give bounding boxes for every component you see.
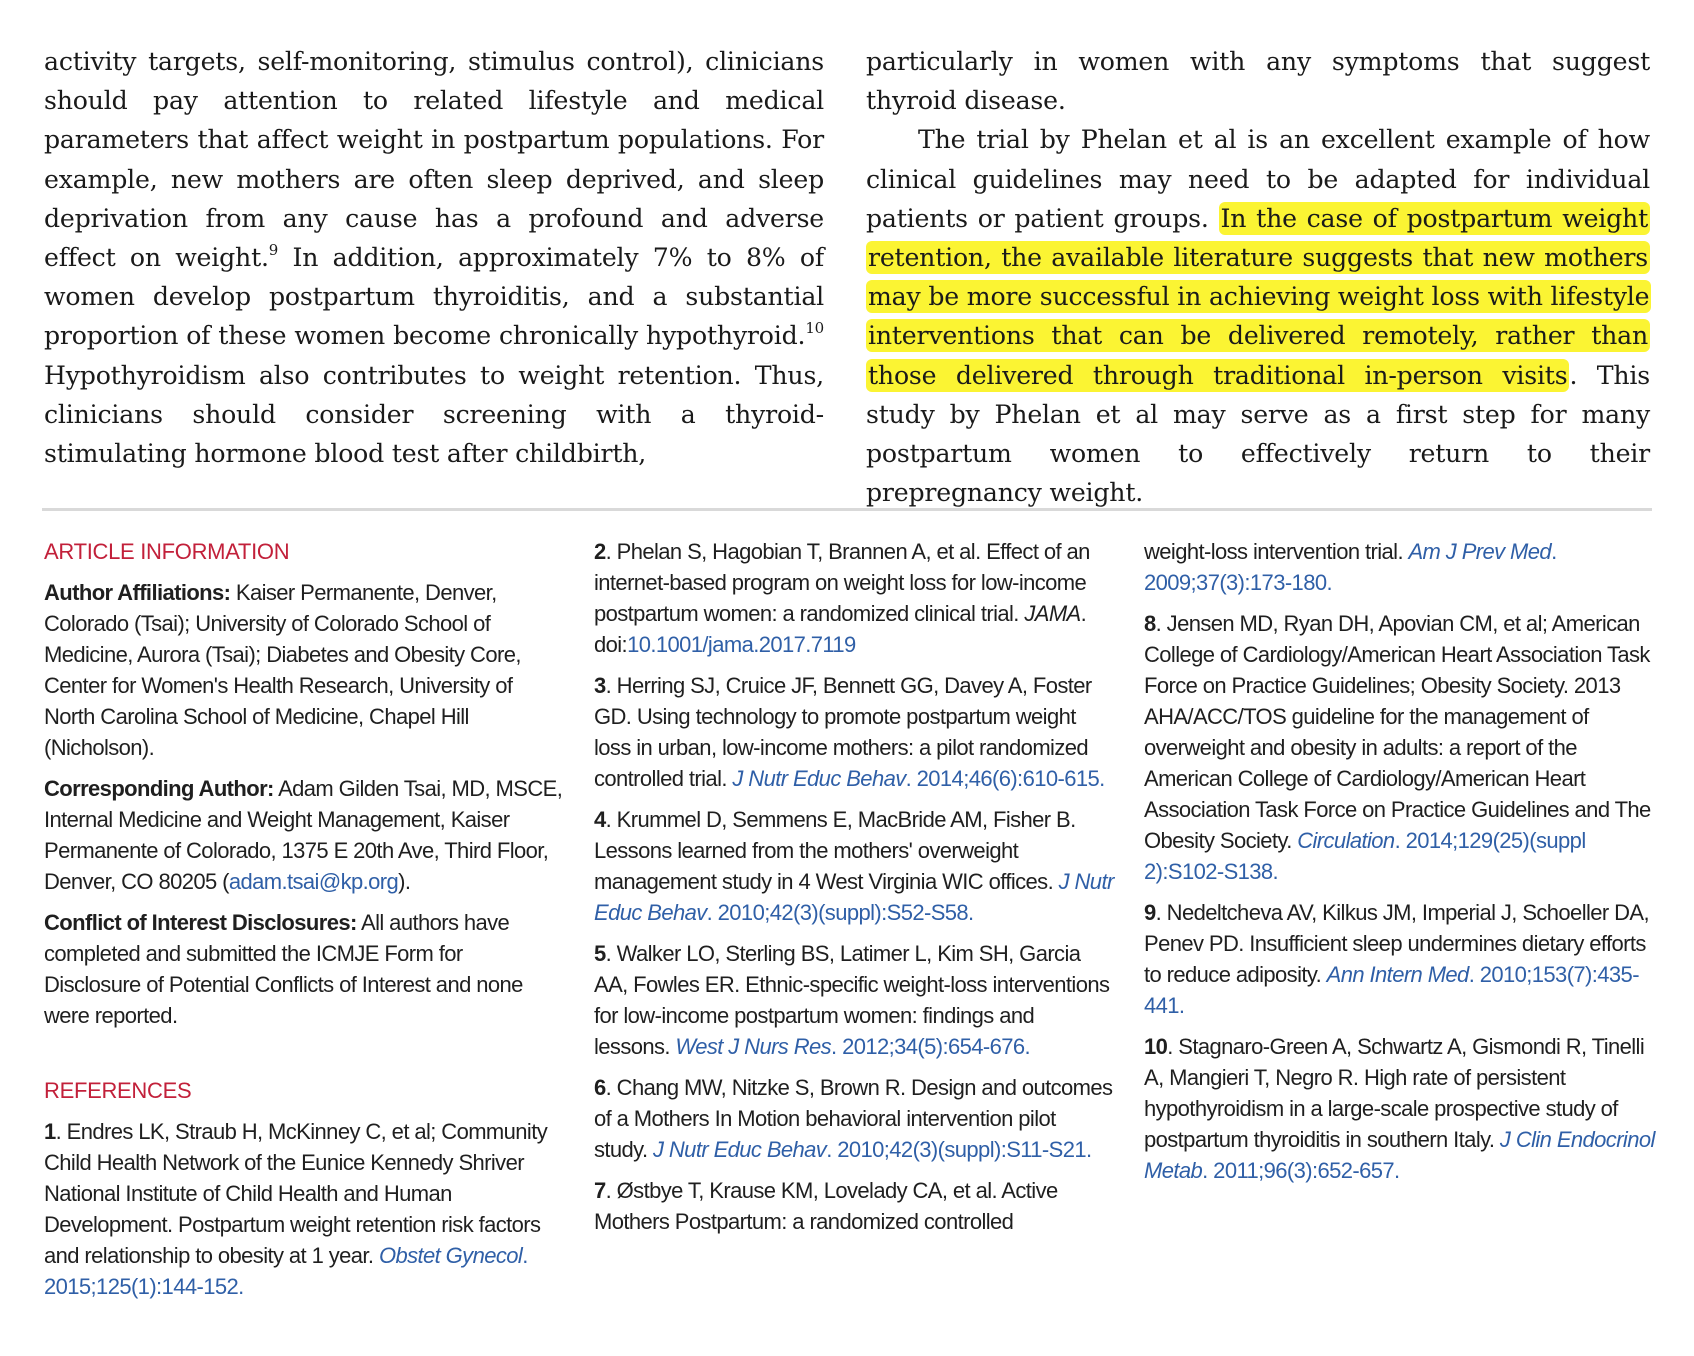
citation-link[interactable]: . 2015;125(1):144-152. <box>44 1243 528 1299</box>
citation-link[interactable]: . 2010;42(3)(suppl):S11-S21. <box>826 1137 1092 1162</box>
citation-link[interactable]: . 2014;46(6):610-615. <box>905 766 1105 791</box>
body-text-left-column <box>44 42 824 473</box>
reference-item: 10. Stagnaro-Green A, Schwartz A, Gismondi R, Tinelli A, Mangieri T, Negro R. High rate of persistent hypothyroidism in a large-scale prospective study of postpartum thyroiditis in southern Italy. J Clin Endocrinol Metab. 2011;96(3):652-657. <box>1144 1034 1655 1183</box>
citation-link[interactable]: . 2010;153(7):435-441. <box>1144 962 1639 1018</box>
citation-link[interactable]: . 2012;34(5):654-676. <box>831 1034 1031 1059</box>
reference-item: 5. Walker LO, Sterling BS, Latimer L, Kim SH, Garcia AA, Fowles ER. Ethnic-specific weight-loss interventions for low-income postpartum women: findings and lessons. West J Nurs Res. 2012;34(5):654-676. <box>594 941 1110 1059</box>
body-paragraph: The trial by Phelan et al is an excellent example of how clinical guidelines may need to be adapted for individual patients or patient groups. In the case of postpartum weight retention, the available literature suggests that new mothers may be more successful in achieving weight loss with lifestyle interventions that can be delivered remotely, rather than those delivered through traditional in-person visits. This study by Phelan et al may serve as a first step for many postpartum women to effectively return to their prepregnancy weight. <box>866 125 1650 508</box>
article-information-column <box>44 536 564 1312</box>
body-paragraph: particularly in women with any symptoms that suggest thyroid disease. <box>866 47 1650 116</box>
reference-item-continued: weight-loss intervention trial. Am J Prev Med. 2009;37(3):173-180. <box>1144 539 1557 595</box>
doi-link[interactable]: 10.1001/jama.2017.7119 <box>627 632 856 657</box>
highlighted-text: In the case of postpartum weight retention, the available literature suggests that new mothers may be more successful in achieving weight loss with lifestyle interventions that can be delivered remotely, rather than those delivered through traditional in-person visits <box>868 203 1650 390</box>
references-column-3 <box>1144 536 1664 1196</box>
author-affiliations: Author Affiliations: Kaiser Permanente, Denver, Colorado (Tsai); University of Colorado School of Medicine, Aurora (Tsai); Diabetes and Obesity Core, Center for Women's Health Research, University of North Carolina School of Medicine, Chapel Hill (Nicholson). <box>44 580 521 760</box>
journal-link[interactable]: J Nutr Educ Behav <box>732 766 906 791</box>
journal-link[interactable]: West J Nurs Res <box>675 1034 832 1059</box>
conflict-of-interest: Conflict of Interest Disclosures: All authors have completed and submitted the ICMJE Form for Disclosure of Potential Conflicts of Interest and none were reported. <box>44 910 523 1028</box>
citation-link[interactable]: . 2011;96(3):652-657. <box>1202 1158 1400 1183</box>
reference-item: 8. Jensen MD, Ryan DH, Apovian CM, et al; American College of Cardiology/American Heart Association Task Force on Practice Guidelines; Obesity Society. 2013 AHA/ACC/TOS guideline for the management of overweight and obesity in adults: a report of the American College of Cardiology/American Heart Association Task Force on Practice Guidelines and The Obesity Society. Circulation. 2014;129(25)(suppl 2):S102-S138. <box>1144 611 1651 884</box>
journal-link[interactable]: J Nutr Educ Behav <box>594 869 1114 925</box>
citation-superscript[interactable]: 9 <box>268 240 279 259</box>
reference-item: 7. Østbye T, Krause KM, Lovelady CA, et al. Active Mothers Postpartum: a randomized controlled <box>594 1178 1058 1234</box>
section-divider <box>42 508 1652 511</box>
article-information-heading: ARTICLE INFORMATION <box>44 539 290 564</box>
reference-item: 1. Endres LK, Straub H, McKinney C, et al; Community Child Health Network of the Eunice Kennedy Shriver National Institute of Child Health and Human Development. Postpartum weight retention risk factors and relationship to obesity at 1 year. Obstet Gynecol. 2015;125(1):144-152. <box>44 1119 548 1299</box>
journal-link[interactable]: Ann Intern Med <box>1326 962 1469 987</box>
reference-item: 6. Chang MW, Nitzke S, Brown R. Design and outcomes of a Mothers In Motion behavioral intervention pilot study. J Nutr Educ Behav. 2010;42(3)(suppl):S11-S21. <box>594 1075 1113 1162</box>
journal-link[interactable]: Am J Prev Med <box>1408 539 1552 564</box>
reference-item: 4. Krummel D, Semmens E, MacBride AM, Fisher B. Lessons learned from the mothers' overweight management study in 4 West Virginia WIC offices. J Nutr Educ Behav. 2010;42(3)(suppl):S52-S58. <box>594 807 1114 925</box>
reference-item: 9. Nedeltcheva AV, Kilkus JM, Imperial J, Schoeller DA, Penev PD. Insufficient sleep undermines dietary efforts to reduce adiposity. Ann Intern Med. 2010;153(7):435-441. <box>1144 900 1650 1018</box>
citation-link[interactable]: . 2009;37(3):173-180. <box>1144 539 1557 595</box>
citation-link[interactable]: . 2014;129(25)(suppl 2):S102-S138. <box>1144 828 1586 884</box>
references-column-2 <box>594 536 1114 1247</box>
reference-item: 2. Phelan S, Hagobian T, Brannen A, et al. Effect of an internet-based program on weight loss for low-income postpartum women: a randomized clinical trial. JAMA. doi:10.1001/jama.2017.7119 <box>594 539 1090 657</box>
journal-link[interactable]: Obstet Gynecol <box>378 1243 523 1268</box>
journal-link[interactable]: J Clin Endocrinol Metab <box>1144 1127 1655 1183</box>
references-heading: REFERENCES <box>44 1078 192 1103</box>
body-text-right-column <box>866 42 1650 512</box>
body-paragraph: activity targets, self-monitoring, stimulus control), clinicians should pay attention to related lifestyle and medical parameters that affect weight in postpartum populations. For example, new mothers are often sleep deprived, and sleep deprivation from any cause has a profound and adverse effect on weight.$^9$ In addition, approximately 7% to 8% of women develop postpartum thyroiditis, and a substantial proportion of these women become chronically hypothyroid.$^{10}$ Hypothyroidism also contributes to weight retention. Thus, clinicians should consider screening with a thyroid-stimulating hormone blood test after childbirth, <box>44 47 824 469</box>
citation-link[interactable]: . 2010;42(3)(suppl):S52-S58. <box>706 900 974 925</box>
reference-item: 3. Herring SJ, Cruice JF, Bennett GG, Davey A, Foster GD. Using technology to promote postpartum weight loss in urban, low-income mothers: a pilot randomized controlled trial. J Nutr Educ Behav. 2014;46(6):610-615. <box>594 673 1105 791</box>
email-link[interactable]: adam.tsai@kp.org <box>228 869 399 894</box>
corresponding-author: Corresponding Author: Adam Gilden Tsai, MD, MSCE, Internal Medicine and Weight Management, Kaiser Permanente of Colorado, 1375 E 20th Ave, Third Floor, Denver, CO 80205 (adam.tsai@kp.org). <box>44 776 563 894</box>
journal-link[interactable]: J Nutr Educ Behav <box>652 1137 827 1162</box>
journal-link[interactable]: Circulation <box>1297 828 1395 853</box>
citation-superscript[interactable]: 10 <box>805 319 824 338</box>
